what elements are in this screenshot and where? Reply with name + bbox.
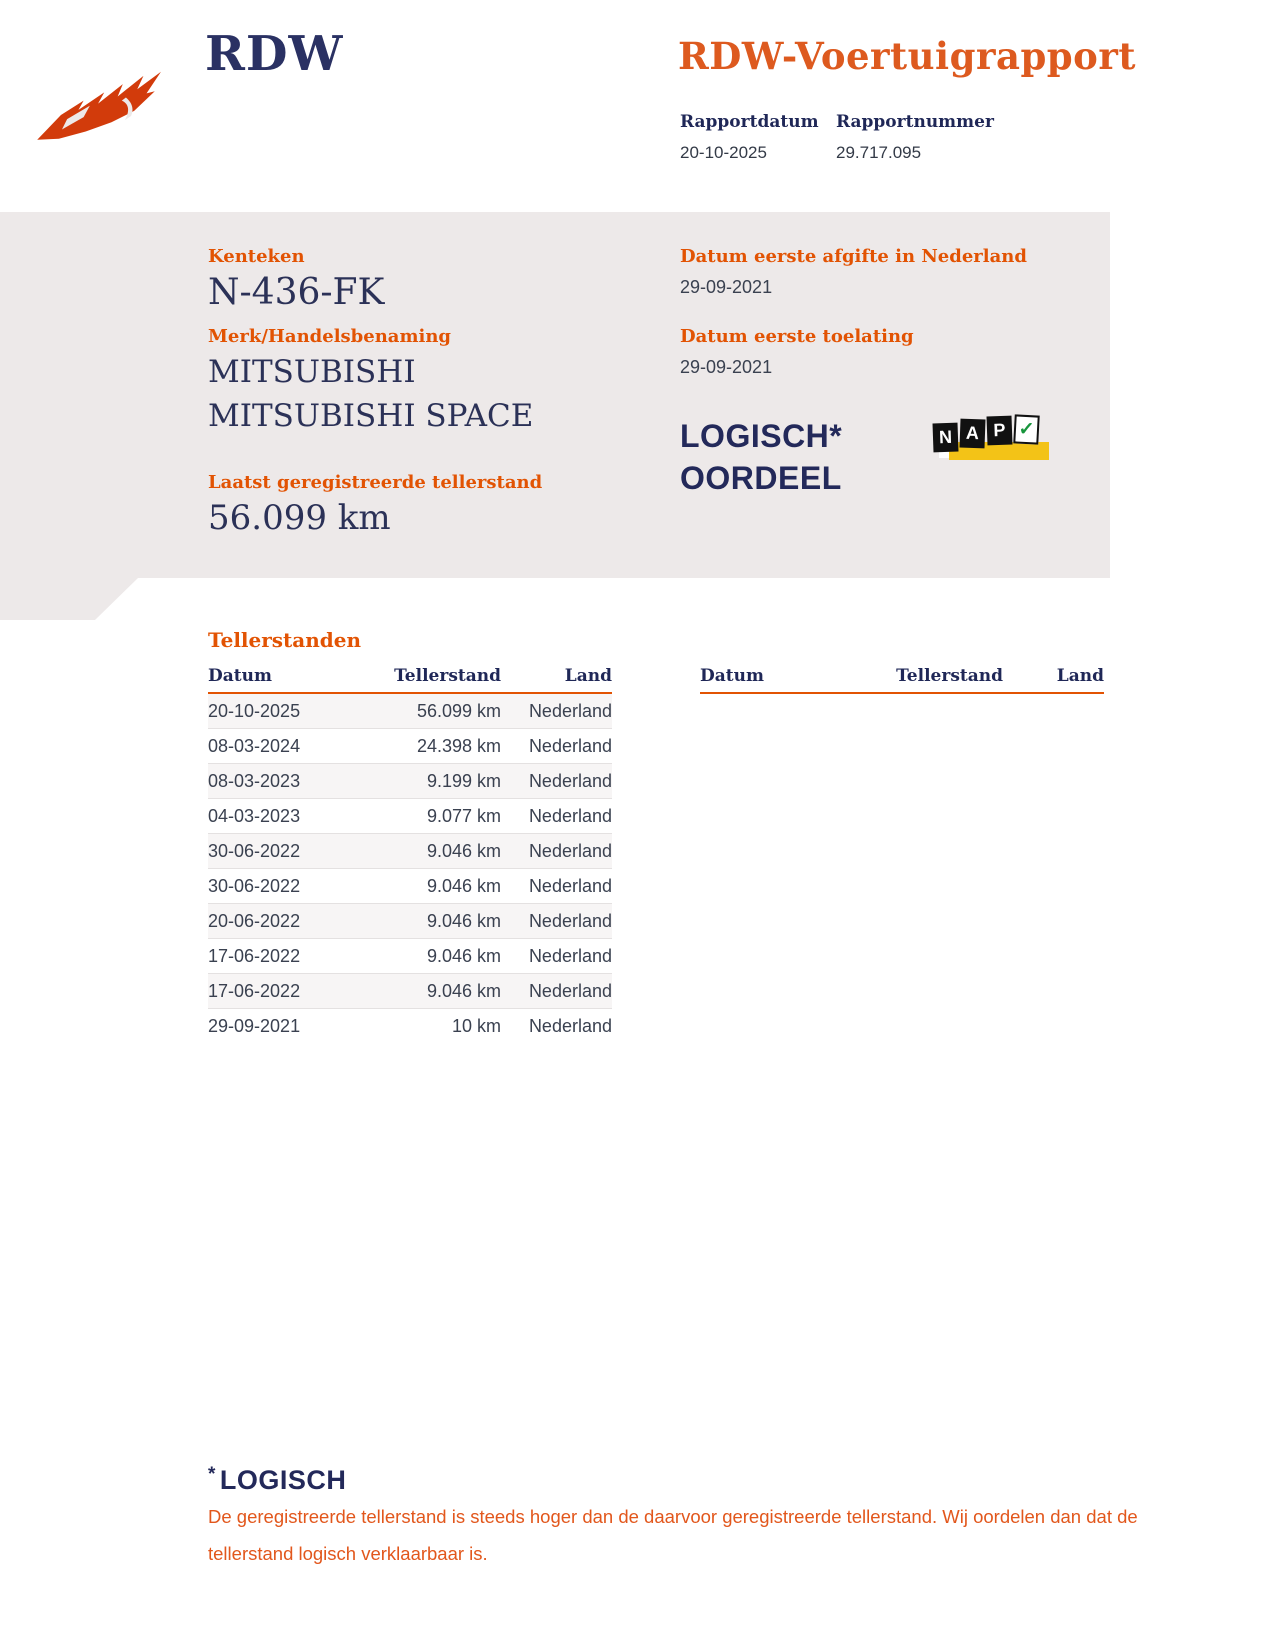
cell-tellerstand: 56.099 km — [416, 700, 501, 721]
table-header-row — [208, 660, 612, 694]
footnote-asterisk: * — [208, 1464, 216, 1485]
table-row — [208, 694, 612, 728]
cell-tellerstand: 10 km — [451, 1015, 501, 1036]
table-row — [208, 938, 612, 973]
oordeel-line1: LOGISCH* — [680, 418, 843, 454]
cell-land: Nederland — [528, 980, 612, 1001]
afgifte-value: 29-09-2021 — [680, 277, 773, 297]
cell-datum: 04-03-2023 — [208, 805, 301, 826]
table-row — [208, 868, 612, 903]
laatste-tellerstand-label: Laatst geregistreerde tellerstand — [208, 472, 543, 493]
nap-checkmark-icon: ✓ — [1013, 414, 1039, 444]
toelating-label: Datum eerste toelating — [680, 326, 914, 347]
table-row — [208, 903, 612, 938]
tellerstanden-table-right — [700, 660, 1104, 694]
merk-value: MITSUBISHI — [208, 354, 416, 390]
oordeel-line2: OORDEEL — [680, 460, 842, 496]
cell-datum: 08-03-2023 — [208, 770, 301, 791]
cell-datum: 08-03-2024 — [208, 735, 301, 756]
logisch-footnote-text: De geregistreerde tellerstand is steeds hoger dan de daarvoor geregistreerde tellerstand. Wij oordelen dan dat de tellerstand logisch verklaarbaar is. — [208, 1506, 1138, 1564]
column-header-datum: Datum — [208, 666, 272, 686]
cell-tellerstand: 9.199 km — [426, 770, 501, 791]
footnote-heading-text: LOGISCH — [219, 1465, 347, 1495]
handelsbenaming-value: MITSUBISHI SPACE — [208, 398, 534, 434]
cell-land: Nederland — [528, 840, 612, 861]
cell-land: Nederland — [528, 805, 612, 826]
cell-tellerstand: 24.398 km — [416, 735, 501, 756]
table-row — [208, 833, 612, 868]
nap-logo — [933, 416, 1051, 468]
cell-tellerstand: 9.046 km — [426, 875, 501, 896]
afgifte-label: Datum eerste afgifte in Nederland — [680, 246, 1027, 267]
cell-land: Nederland — [528, 735, 612, 756]
rdw-feather-logo-icon — [30, 48, 195, 148]
cell-tellerstand: 9.046 km — [426, 910, 501, 931]
cell-datum: 30-06-2022 — [208, 840, 301, 861]
column-header-datum: Datum — [700, 666, 764, 686]
table-header-row — [700, 660, 1104, 694]
cell-land: Nederland — [528, 875, 612, 896]
cell-land: Nederland — [528, 700, 612, 721]
table-row — [208, 798, 612, 833]
column-header-tellerstand: Tellerstand — [394, 666, 501, 686]
cell-tellerstand: 9.046 km — [426, 980, 501, 1001]
kenteken-label: Kenteken — [208, 246, 305, 267]
column-header-land: Land — [564, 666, 612, 686]
nap-letter-n: N — [933, 423, 959, 453]
cell-land: Nederland — [528, 770, 612, 791]
report-number-value: 29.717.095 — [836, 143, 922, 162]
cell-tellerstand: 9.046 km — [426, 840, 501, 861]
cell-datum: 17-06-2022 — [208, 945, 301, 966]
table-row — [208, 763, 612, 798]
table-row — [208, 1008, 612, 1043]
cell-datum: 20-06-2022 — [208, 910, 301, 931]
report-date-value: 20-10-2025 — [680, 143, 767, 162]
column-header-land: Land — [1056, 666, 1104, 686]
cell-land: Nederland — [528, 910, 612, 931]
cell-datum: 29-09-2021 — [208, 1015, 301, 1036]
table-body — [208, 694, 612, 1043]
tellerstanden-section-title: Tellerstanden — [208, 628, 362, 652]
laatste-tellerstand-value: 56.099 km — [208, 498, 391, 538]
tellerstanden-table-left — [208, 660, 612, 1043]
nap-letter-a: A — [960, 419, 986, 449]
column-header-tellerstand: Tellerstand — [896, 666, 1003, 686]
table-row — [208, 973, 612, 1008]
cell-datum: 17-06-2022 — [208, 980, 301, 1001]
rdw-wordmark: RDW — [205, 26, 344, 82]
table-row — [208, 728, 612, 763]
logisch-footnote-heading — [208, 1464, 346, 1496]
toelating-value: 29-09-2021 — [680, 357, 773, 377]
cell-tellerstand: 9.046 km — [426, 945, 501, 966]
report-date-label: Rapportdatum — [680, 112, 819, 132]
cell-land: Nederland — [528, 945, 612, 966]
page-title: RDW-Voertuigrapport — [678, 34, 1136, 78]
kenteken-value: N-436-FK — [208, 272, 385, 313]
nap-letter-p: P — [987, 416, 1013, 446]
merk-label: Merk/Handelsbenaming — [208, 326, 452, 347]
report-number-label: Rapportnummer — [836, 112, 994, 132]
nap-letter-tiles — [933, 416, 1039, 448]
cell-datum: 30-06-2022 — [208, 875, 301, 896]
cell-land: Nederland — [528, 1015, 612, 1036]
cell-tellerstand: 9.077 km — [426, 805, 501, 826]
cell-datum: 20-10-2025 — [208, 700, 301, 721]
